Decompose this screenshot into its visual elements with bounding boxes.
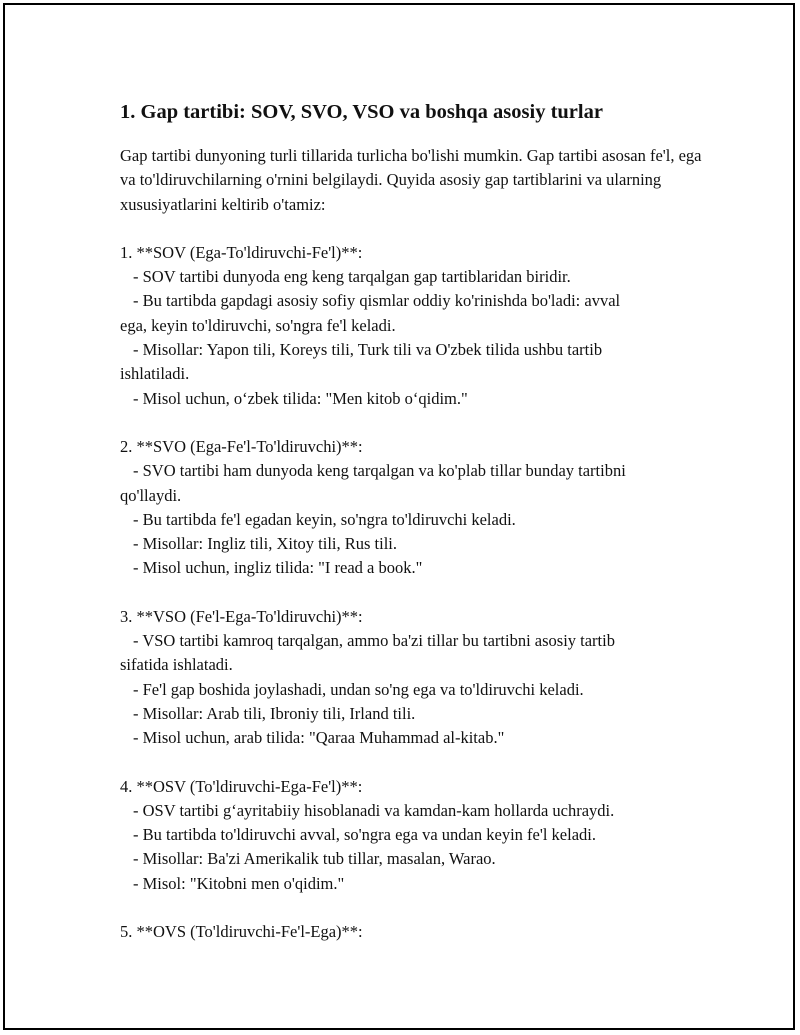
- section-heading: 2. **SVO (Ega-Fe'l-To'ldiruvchi)**:: [120, 436, 363, 456]
- list-item: - VSO tartibi kamroq tarqalgan, ammo ba'zi tillar bu tartibni asosiy tartib: [133, 631, 615, 651]
- list-item: - Misollar: Yapon tili, Koreys tili, Turk tili va O'zbek tilida ushbu tartib: [133, 340, 603, 360]
- list-item: - Bu tartibda fe'l egadan keyin, so'ngra to'ldiruvchi keladi.: [133, 509, 516, 529]
- section-ovs: [120, 920, 710, 944]
- section-heading: 3. **VSO (Fe'l-Ega-To'ldiruvchi)**:: [120, 606, 363, 626]
- section-sov: [120, 241, 710, 411]
- list-item: - SOV tartibi dunyoda eng keng tarqalgan gap tartiblaridan biridir.: [133, 267, 571, 287]
- list-item: - Fe'l gap boshida joylashadi, undan so'ng ega va to'ldiruvchi keladi.: [133, 679, 584, 699]
- list-item: - Misollar: Arab tili, Ibroniy tili, Irland tili.: [133, 703, 416, 723]
- list-item-continuation: qo'llaydi.: [120, 485, 182, 505]
- list-item: - Bu tartibda gapdagi asosiy sofiy qismlar oddiy ko'rinishda bo'ladi: avval: [133, 291, 621, 311]
- list-item: - Misollar: Ingliz tili, Xitoy tili, Rus tili.: [133, 534, 397, 554]
- list-item-continuation: ishlatiladi.: [120, 364, 190, 384]
- document-content: [120, 97, 710, 968]
- intro-paragraph: Gap tartibi dunyoning turli tillarida turlicha bo'lishi mumkin. Gap tartibi asosan fe'l, ega va to'ldiruvchilarning o'rnini belgilaydi. Quyida asosiy gap tartiblarini va ularning xususiyatlarini keltirib o'tamiz:: [120, 146, 702, 214]
- list-item: - Misol uchun, o‘zbek tilida: "Men kitob o‘qidim.": [133, 388, 468, 408]
- section-heading: 1. **SOV (Ega-To'ldiruvchi-Fe'l)**:: [120, 242, 363, 262]
- list-item: - SVO tartibi ham dunyoda keng tarqalgan va ko'plab tillar bunday tartibni: [133, 461, 626, 481]
- list-item: - OSV tartibi g‘ayritabiiy hisoblanadi va kamdan-kam hollarda uchraydi.: [133, 800, 615, 820]
- section-vso: [120, 605, 710, 751]
- section-osv: [120, 775, 710, 896]
- list-item: - Misollar: Ba'zi Amerikalik tub tillar, masalan, Warao.: [133, 849, 496, 869]
- section-heading: 4. **OSV (To'ldiruvchi-Ega-Fe'l)**:: [120, 776, 363, 796]
- list-item: - Bu tartibda to'ldiruvchi avval, so'ngra ega va undan keyin fe'l keladi.: [133, 825, 596, 845]
- list-item-continuation: ega, keyin to'ldiruvchi, so'ngra fe'l keladi.: [120, 315, 396, 335]
- list-item: - Misol uchun, ingliz tilida: "I read a book.": [133, 558, 423, 578]
- document-title: 1. Gap tartibi: SOV, SVO, VSO va boshqa asosiy turlar: [120, 101, 603, 123]
- section-heading: 5. **OVS (To'ldiruvchi-Fe'l-Ega)**:: [120, 922, 363, 942]
- section-svo: [120, 435, 710, 581]
- list-item: - Misol: "Kitobni men o'qidim.": [133, 873, 345, 893]
- document-page: [3, 3, 795, 1030]
- list-item: - Misol uchun, arab tilida: "Qaraa Muhammad al-kitab.": [133, 728, 505, 748]
- list-item-continuation: sifatida ishlatadi.: [120, 655, 233, 675]
